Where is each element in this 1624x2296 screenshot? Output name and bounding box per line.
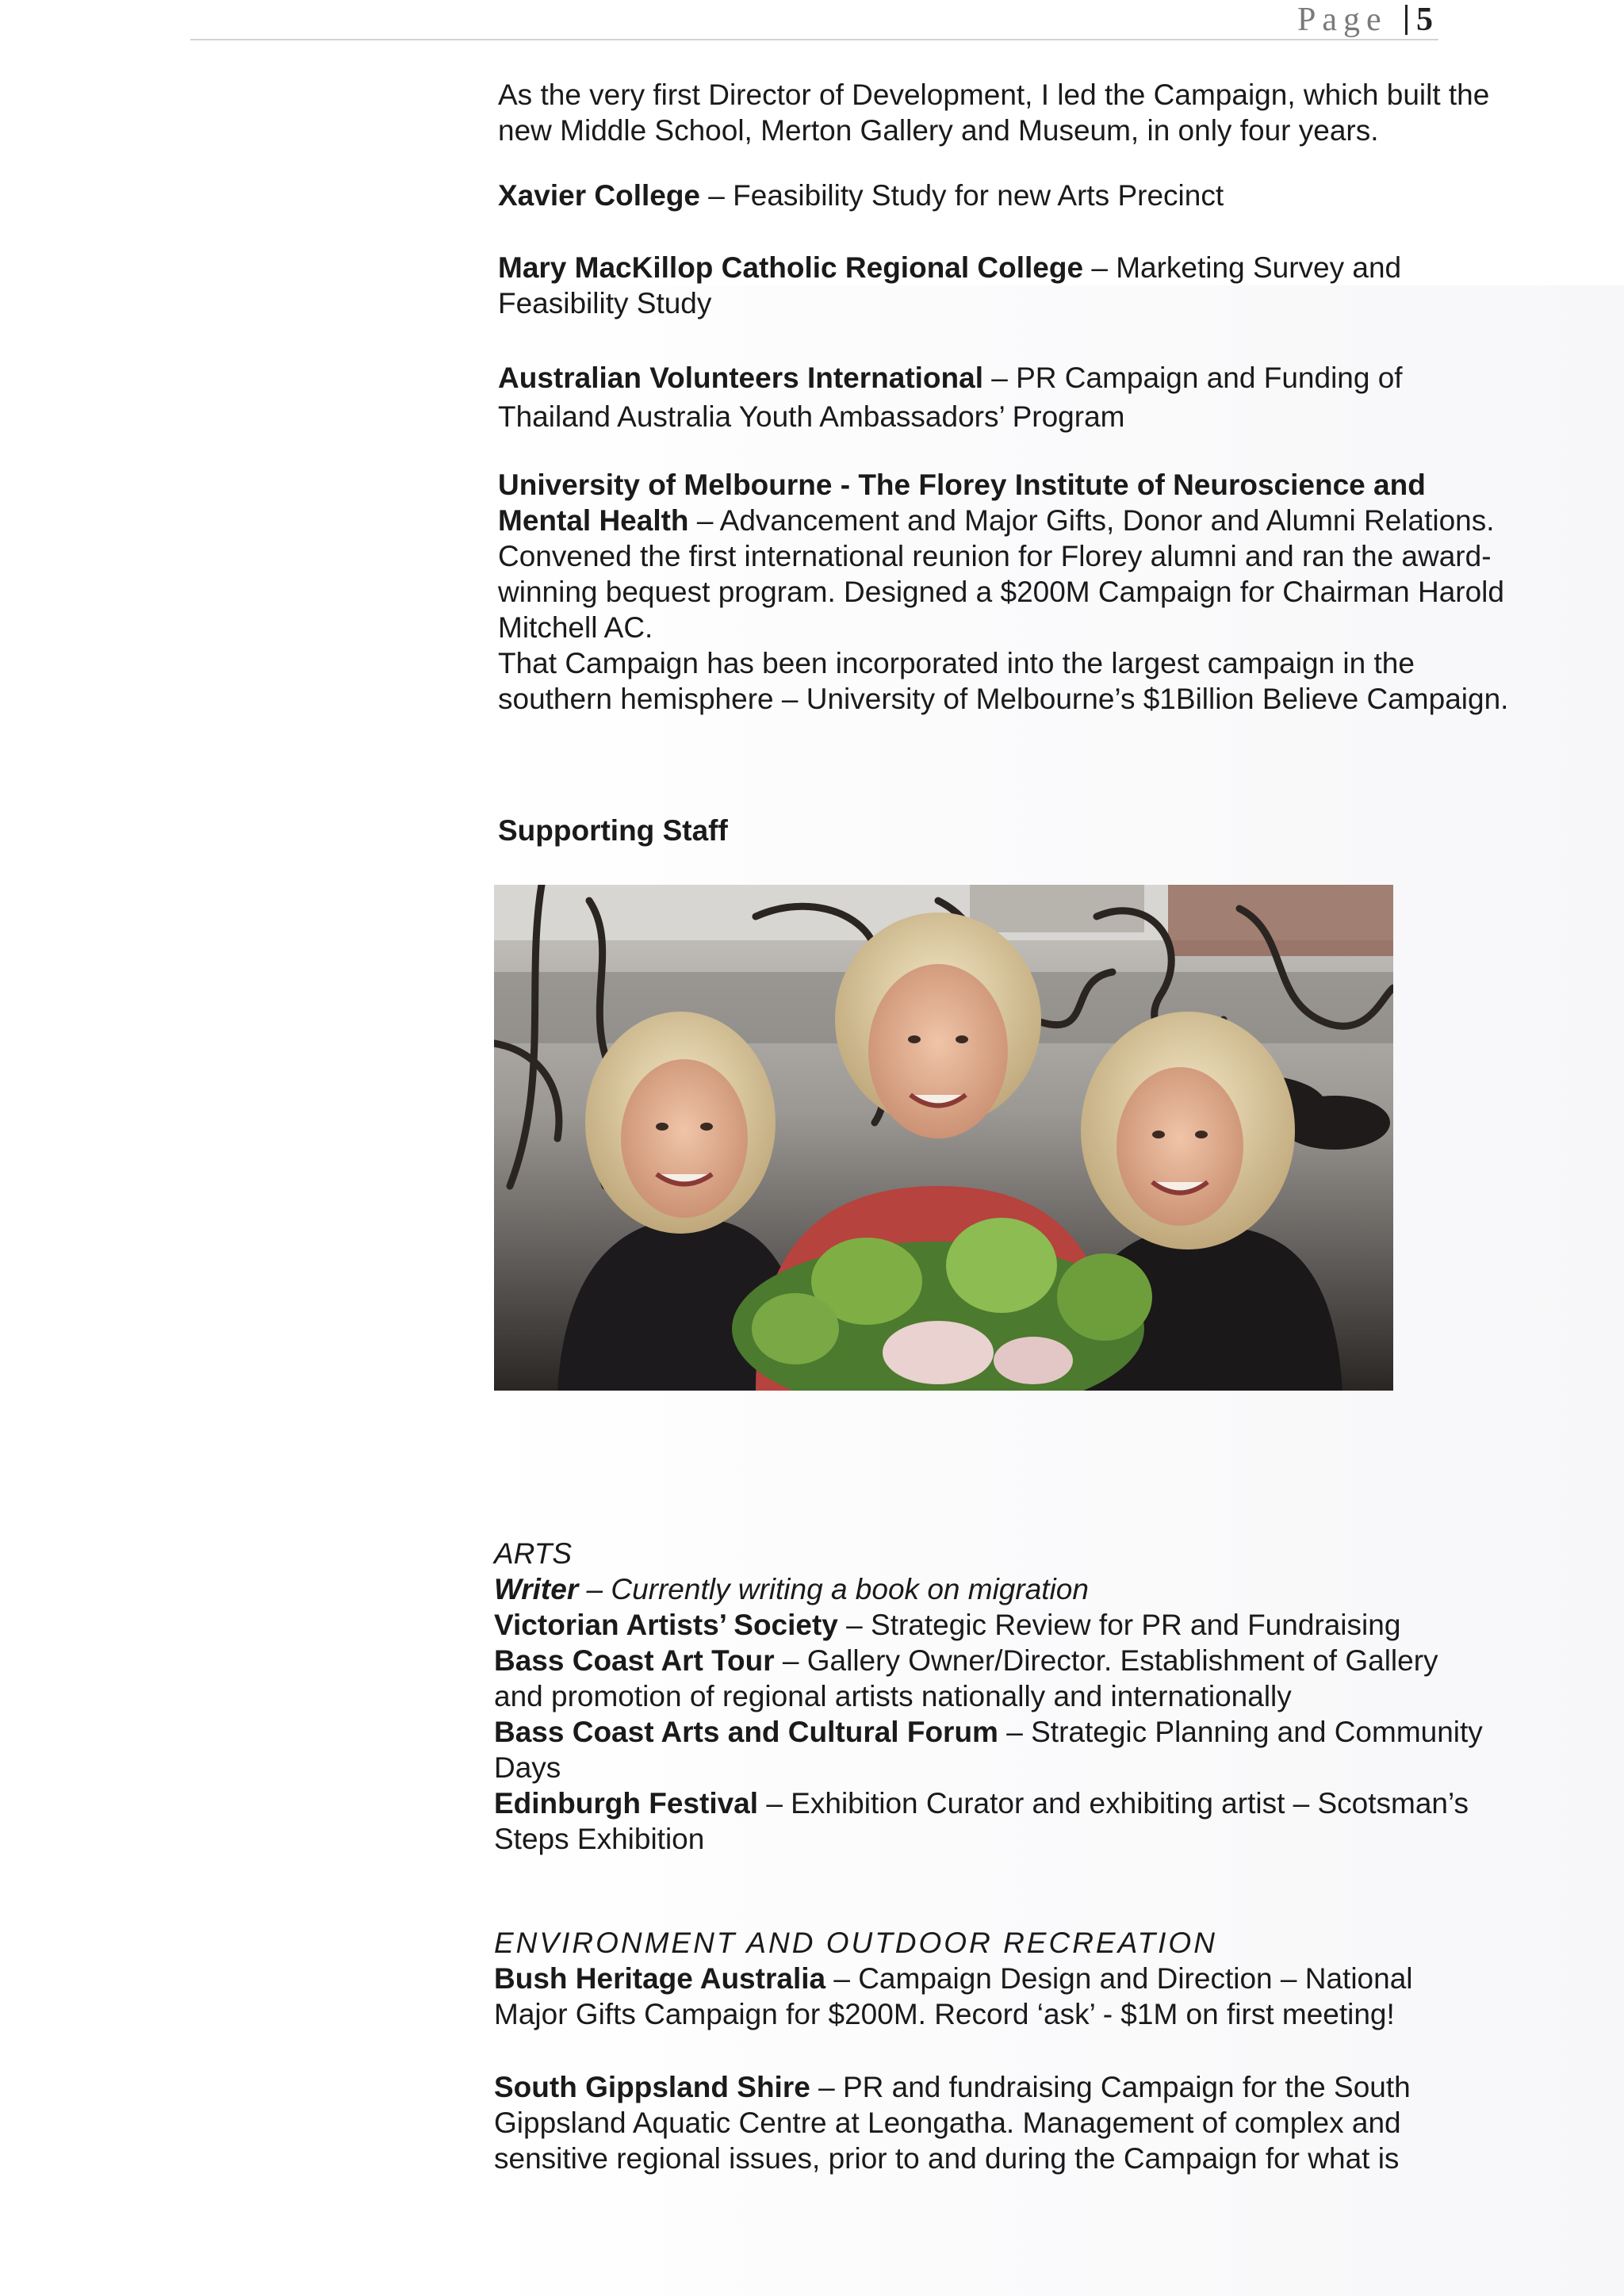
entry-mackillop <box>498 250 1450 321</box>
page-number-separator <box>1405 5 1408 35</box>
page-number: 5 <box>1416 2 1433 38</box>
environment-heading: ENVIRONMENT AND OUTDOOR RECREATION <box>494 1927 1217 1959</box>
entry-org: Australian Volunteers International <box>498 362 983 394</box>
entry-org: Xavier College <box>498 179 701 212</box>
entry-desc: – Marketing Survey and Feasibility Study <box>498 251 1402 320</box>
writer-desc: – Currently writing a book on migration <box>578 1573 1089 1605</box>
arts-item <box>494 1785 1517 1857</box>
entry-org: Mary MacKillop Catholic Regional College <box>498 251 1084 284</box>
environment-item-desc: – PR and fundraising Campaign for the South Gippsland Aquatic Centre at Leongatha. Management of complex and sensitive regional issues, prior to and during the Campaign for what is <box>494 2071 1411 2175</box>
arts-item-desc: – Exhibition Curator and exhibiting artist – Scotsman’s Steps Exhibition <box>494 1787 1469 1855</box>
entry-avi <box>498 358 1450 436</box>
page-label: Page <box>1297 2 1388 38</box>
arts-writer <box>494 1571 1517 1607</box>
arts-item <box>494 1643 1461 1714</box>
header-rule <box>190 39 1438 40</box>
arts-item-org: Bass Coast Arts and Cultural Forum <box>494 1716 998 1748</box>
entry-desc: – PR Campaign and Funding of Thailand Australia Youth Ambassadors’ Program <box>498 362 1403 433</box>
entry-org: University of Melbourne - The Florey Institute of Neuroscience and Mental Health <box>498 469 1426 537</box>
arts-item-org: Victorian Artists’ Society <box>494 1609 838 1641</box>
arts-heading: ARTS <box>494 1537 573 1570</box>
arts-item-org: Bass Coast Art Tour <box>494 1644 775 1677</box>
environment-item-desc: – Campaign Design and Direction – National Major Gifts Campaign for $200M. Record ‘ask’ - $1M on first meeting! <box>494 1962 1413 2030</box>
arts-item <box>494 1607 1517 1643</box>
environment-item-org: South Gippsland Shire <box>494 2071 810 2103</box>
staff-photo-illustration <box>494 885 1393 1391</box>
writer-label: Writer <box>494 1573 579 1605</box>
arts-item <box>494 1714 1517 1785</box>
arts-item-desc: – Strategic Review for PR and Fundraising <box>837 1609 1401 1641</box>
arts-section <box>494 1536 1517 1857</box>
environment-item-org: Bush Heritage Australia <box>494 1962 826 1995</box>
environment-item <box>494 1961 1446 2032</box>
entry-desc-continued: That Campaign has been incorporated into the largest campaign in the southern hemisphere – University of Melbourne’s $1Billion Believe Campaign. <box>498 647 1509 715</box>
arts-item-desc: – Gallery Owner/Director. Establishment of Gallery and promotion of regional artists nationally and internationally <box>494 1644 1438 1712</box>
entry-desc: – Advancement and Major Gifts, Donor and Alumni Relations. Convened the first international reunion for Florey alumni and ran the award-winning bequest program. Designed a $200M Campaign for Chairman Harold Mitchell AC. <box>498 504 1504 644</box>
arts-item-desc: – Strategic Planning and Community Days <box>494 1716 1483 1784</box>
entry-florey <box>498 467 1521 717</box>
arts-item-org: Edinburgh Festival <box>494 1787 759 1820</box>
intro-paragraph: As the very first Director of Development, I led the Campaign, which built the new Middle School, Merton Gallery and Museum, in only four years. <box>498 78 1490 147</box>
supporting-staff-heading: Supporting Staff <box>498 814 728 847</box>
staff-photo <box>494 885 1393 1391</box>
environment-item-2 <box>494 2069 1446 2176</box>
entry-xavier <box>498 178 1521 213</box>
entry-desc: – Feasibility Study for new Arts Precinct <box>700 179 1224 212</box>
environment-section <box>494 1925 1446 2032</box>
